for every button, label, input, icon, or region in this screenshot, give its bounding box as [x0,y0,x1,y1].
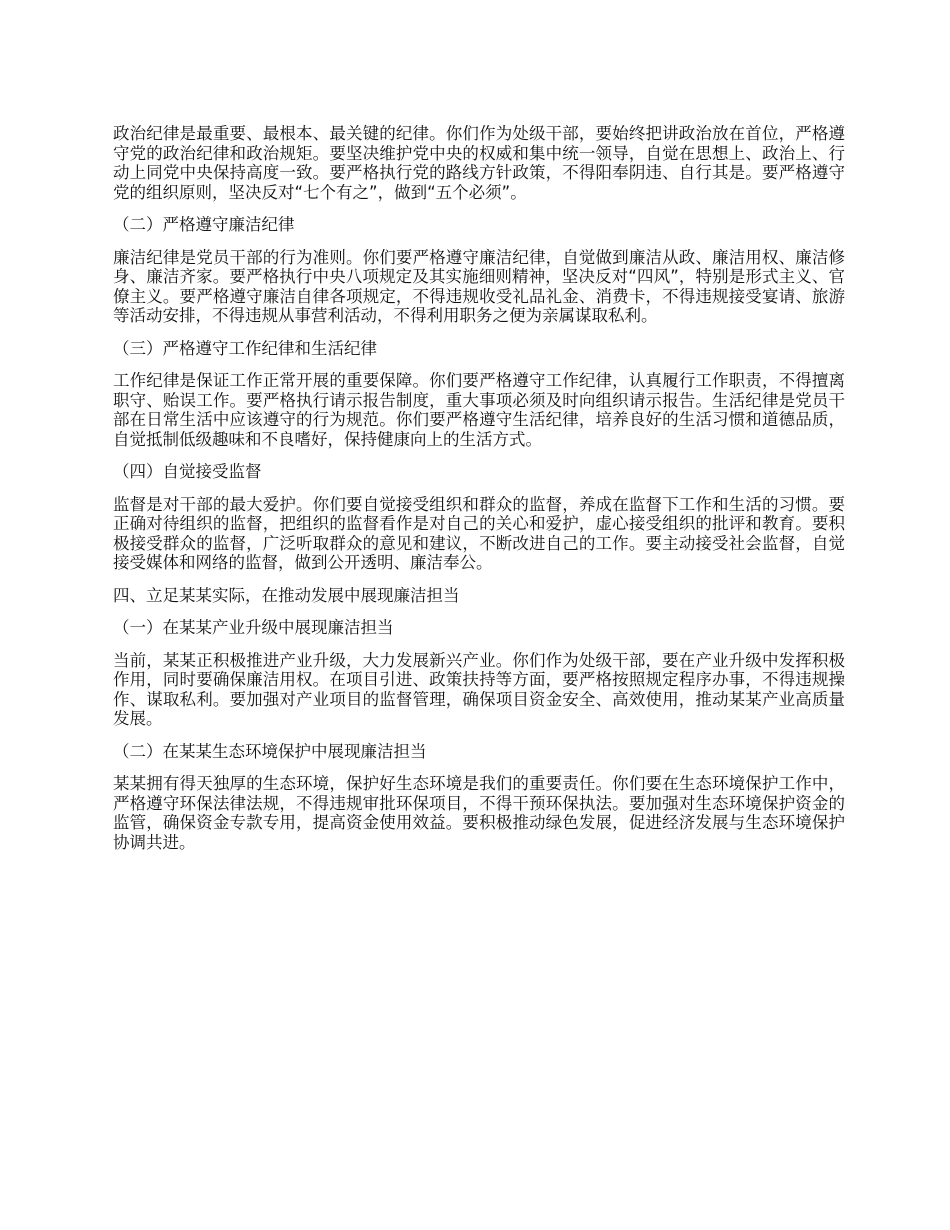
paragraph-industry-upgrade: 当前，某某正积极推进产业升级，大力发展新兴产业。你们作为处级干部，要在产业升级中发挥积极作用，同时要确保廉洁用权。在项目引进、政策扶持等方面，要严格按照规定程序办事，不得违规操作、谋取私利。要加强对产业项目的监督管理，确保项目资金安全、高效使用，推动某某产业高质量发展。 [113,650,845,728]
paragraph-political-discipline: 政治纪律是最重要、最根本、最关键的纪律。你们作为处级干部，要始终把讲政治放在首位，严格遵守党的政治纪律和政治规矩。要坚决维护党中央的权威和集中统一领导，自觉在思想上、政治上、行动上同党中央保持高度一致。要严格执行党的路线方针政策，不得阳奉阴违、自行其是。要严格遵守党的组织原则，坚决反对“七个有之”，做到“五个必须”。 [113,124,845,202]
paragraph-work-life-discipline: 工作纪律是保证工作正常开展的重要保障。你们要严格遵守工作纪律，认真履行工作职责，不得擅离职守、贻误工作。要严格执行请示报告制度，重大事项必须及时向组织请示报告。生活纪律是党员干部在日常生活中应该遵守的行为规范。你们要严格遵守生活纪律，培养良好的生活习惯和道德品质，自觉抵制低级趣味和不良嗜好，保持健康向上的生活方式。 [113,371,845,449]
section-heading-eco-protection: （二）在某某生态环境保护中展现廉洁担当 [113,741,427,761]
section-heading-integrity-discipline: （二）严格遵守廉洁纪律 [113,215,295,234]
section-heading-industry-upgrade: （一）在某某产业升级中展现廉洁担当 [113,618,394,637]
paragraph-eco-protection: 某某拥有得天独厚的生态环境，保护好生态环境是我们的重要责任。你们要在生态环境保护工作中，严格遵守环保法律法规，不得违规审批环保项目，不得干预环保执法。要加强对生态环境保护资金的监管，确保资金专款专用，提高资金使用效益。要积极推动绿色发展，促进经济发展与生态环境保护协调共进。 [113,774,845,852]
section-heading-work-life-discipline: （三）严格遵守工作纪律和生活纪律 [113,338,377,358]
paragraph-accept-supervision: 监督是对干部的最大爱护。你们要自觉接受组织和群众的监督，养成在监督下工作和生活的习惯。要正确对待组织的监督，把组织的监督看作是对自己的关心和爱护，虚心接受组织的批评和教育。要积极接受群众的监督，广泛听取群众的意见和建议，不断改进自己的工作。要主动接受社会监督，自觉接受媒体和网络的监督，做到公开透明、廉洁奉公。 [113,494,845,572]
section-heading-accept-supervision: （四）自觉接受监督 [113,462,262,481]
chapter-heading-four: 四、立足某某实际，在推动发展中展现廉洁担当 [113,585,460,605]
document-body [113,124,845,865]
paragraph-integrity-discipline: 廉洁纪律是党员干部的行为准则。你们要严格遵守廉洁纪律，自觉做到廉洁从政、廉洁用权、廉洁修身、廉洁齐家。要严格执行中央八项规定及其实施细则精神，坚决反对“四风”，特别是形式主义、官僚主义。要严格遵守廉洁自律各项规定，不得违规收受礼品礼金、消费卡，不得违规接受宴请、旅游等活动安排，不得违规从事营利活动，不得利用职务之便为亲属谋取私利。 [113,247,845,325]
